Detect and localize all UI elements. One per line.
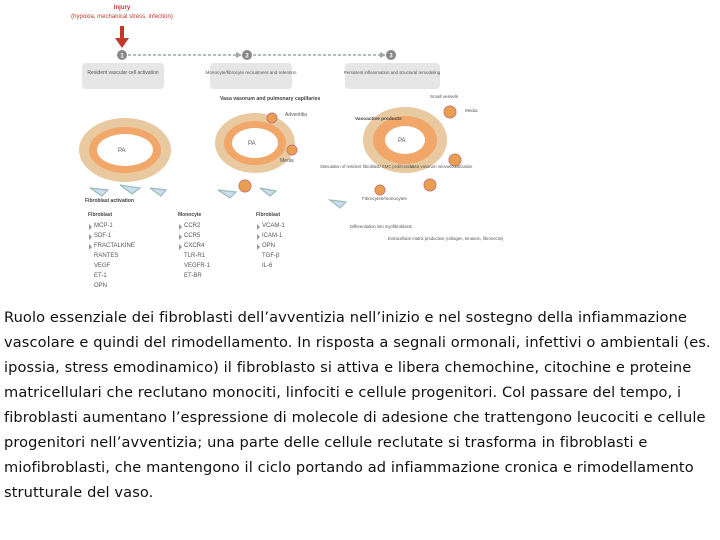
injury-subtitle: (hypoxia, mechanical stress, infection) xyxy=(71,14,173,20)
list-item: TGF-β xyxy=(262,253,280,259)
list-item: ET-BR xyxy=(184,273,202,279)
pa-label-3: PA xyxy=(398,138,406,144)
pa-label-1: PA xyxy=(118,148,126,154)
step-3-box xyxy=(345,63,440,89)
arrow-right-icon xyxy=(380,52,386,58)
fibroblast-ligand-list xyxy=(88,212,135,289)
step-3-marker xyxy=(386,50,396,60)
down-arrow-icon xyxy=(115,26,129,48)
fibroblast-activation-label: Fibroblast activation xyxy=(85,198,134,204)
arrow-right-icon xyxy=(236,52,242,58)
list-item: CCR2 xyxy=(184,223,201,229)
list-item: ICAM-1 xyxy=(262,233,283,239)
step-1-box xyxy=(82,63,164,89)
step-2-number: 2 xyxy=(245,53,249,60)
list-item: SDF-1 xyxy=(94,233,112,239)
vessel-panel-2 xyxy=(215,113,297,192)
list-item: MCP-1 xyxy=(94,223,113,229)
list-item: TLR-R1 xyxy=(184,253,206,259)
small-vessels-label: Small vessels xyxy=(430,94,459,99)
list-title: Monocyte xyxy=(178,212,202,218)
injury-title: Injury xyxy=(113,5,131,11)
monocyte-receptor-list xyxy=(178,212,211,279)
step-3-number: 3 xyxy=(389,53,393,60)
adventitial-fibroblast-figure xyxy=(71,0,504,298)
adventitia-label: Adventitia xyxy=(285,112,307,118)
fibrocytes-monocytes-label: Fibrocytes/monocytes xyxy=(362,196,407,201)
fibroblast-cells xyxy=(90,185,346,208)
list-item: VEGFR-1 xyxy=(184,263,211,269)
vasa-vasorum-label: Vasa vasorum and pulmonary capillaries xyxy=(220,96,321,102)
stimulation-label: Stimulation of resident fibroblast/ SMC proliferation xyxy=(320,164,415,169)
media-label: Media xyxy=(280,158,294,164)
vasoactive-products-label: Vasoactive products xyxy=(355,117,402,122)
list-title: Fibroblast xyxy=(88,212,113,218)
ecm-label: Extracellular matrix production (collagen, tenascin, fibronectin) xyxy=(388,236,504,241)
figure-caption: Ruolo essenziale dei fibroblasti dell’avventizia nell’inizio e nel sostegno della infiammazione vascolare e quindi del rimodellamento. In risposta a segnali ormonali, infettivi o ambientali (es. ipossia, stress emodinamico) il fibroblasto si attiva e libera chemochine, citochine e proteine matricellulari che reclutano monociti, linfociti e cellule progenitori. Col passare del tempo, i fibroblasti aumentano l’espressione di molecole di adesione che trattengono leucociti e cellule progenitori nell’avventizia; una parte delle cellule reclutate si trasforma in fibroblasti e miofibroblasti, che mantengono il ciclo portando ad infiammazione cronica e rimodellamento strutturale del vaso. xyxy=(4,309,711,501)
step-2-label: Monocyte/fibrocyte recruitment and retention xyxy=(205,70,297,75)
list-item: FRACTALKINE xyxy=(94,243,135,249)
step-1-number: 1 xyxy=(120,53,124,60)
list-item: RANTES xyxy=(94,253,119,259)
list-item: CXCR4 xyxy=(184,243,205,249)
list-item: CCR5 xyxy=(184,233,201,239)
step-1-label: Resident vascular cell activation xyxy=(87,70,159,76)
step-3-label: Persistent inflammation and structural remodeling xyxy=(343,70,441,75)
neovascularization-label: Vasa vasorum neovascularization xyxy=(410,164,473,169)
list-item: OPN xyxy=(94,283,108,289)
fibroblast-adhesion-list xyxy=(256,212,285,269)
media-label-3: Media xyxy=(465,108,478,113)
list-item: VCAM-1 xyxy=(262,223,285,229)
step-2-marker xyxy=(242,50,252,60)
step-1-marker xyxy=(117,50,127,60)
list-title: Fibroblast xyxy=(256,212,281,218)
list-item: OPN xyxy=(262,243,276,249)
vessel-panel-1 xyxy=(79,118,171,182)
list-item: VEGF xyxy=(94,263,111,269)
list-item: ET-1 xyxy=(94,273,107,279)
differentiation-label: Differentiation into myofibroblasts xyxy=(350,224,412,229)
list-item: IL-6 xyxy=(262,263,273,269)
step-2-box xyxy=(210,63,292,89)
pa-label-2: PA xyxy=(248,141,256,147)
